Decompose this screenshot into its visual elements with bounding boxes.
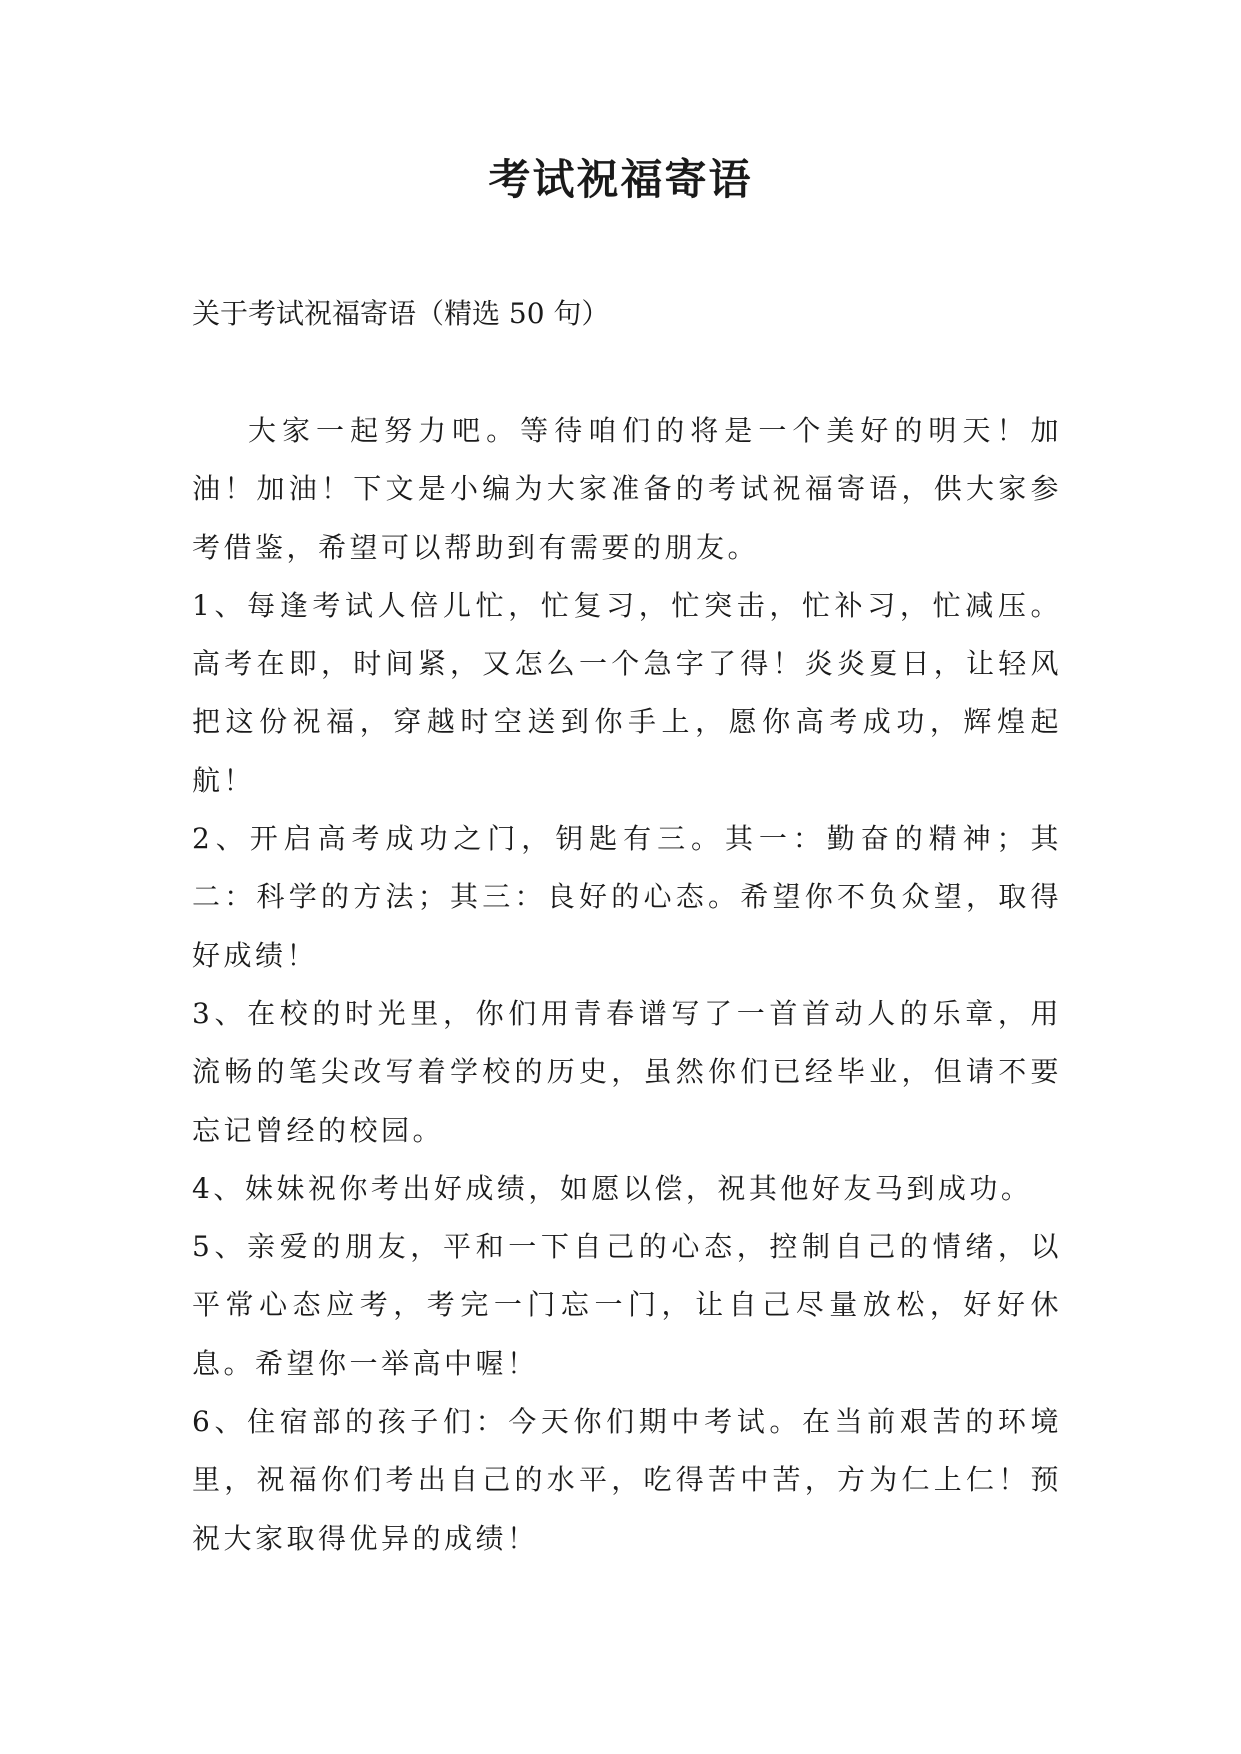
- document-subtitle: 关于考试祝福寄语（精选 50 句）: [192, 297, 610, 330]
- list-item: 4、妹妹祝你考出好成绩，如愿以偿，祝其他好友马到成功。: [192, 1171, 1033, 1205]
- intro-paragraph: 大家一起努力吧。等待咱们的将是一个美好的明天！加油！加油！下文是小编为大家准备的考试祝福寄语，供大家参考借鉴，希望可以帮助到有需要的朋友。: [192, 414, 1062, 564]
- document-body: [192, 402, 1062, 1568]
- list-item: 1、每逢考试人倍儿忙，忙复习，忙突击，忙补习，忙减压。高考在即，时间紧，又怎么一个急字了得！炎炎夏日，让轻风把这份祝福，穿越时空送到你手上，愿你高考成功，辉煌起航！: [192, 588, 1062, 797]
- list-item: 6、住宿部的孩子们：今天你们期中考试。在当前艰苦的环境里，祝福你们考出自己的水平，吃得苦中苦，方为仁上仁！预祝大家取得优异的成绩！: [192, 1405, 1062, 1555]
- document-title: 考试祝福寄语: [488, 155, 753, 204]
- list-item: 3、在校的时光里，你们用青春谱写了一首首动人的乐章，用流畅的笔尖改写着学校的历史，虽然你们已经毕业，但请不要忘记曾经的校园。: [192, 996, 1062, 1147]
- list-item: 5、亲爱的朋友，平和一下自己的心态，控制自己的情绪，以平常心态应考，考完一门忘一门，让自己尽量放松，好好休息。希望你一举高中喔！: [192, 1230, 1062, 1380]
- list-item: 2、开启高考成功之门，钥匙有三。其一：勤奋的精神；其二：科学的方法；其三：良好的心态。希望你不负众望，取得好成绩！: [192, 822, 1062, 972]
